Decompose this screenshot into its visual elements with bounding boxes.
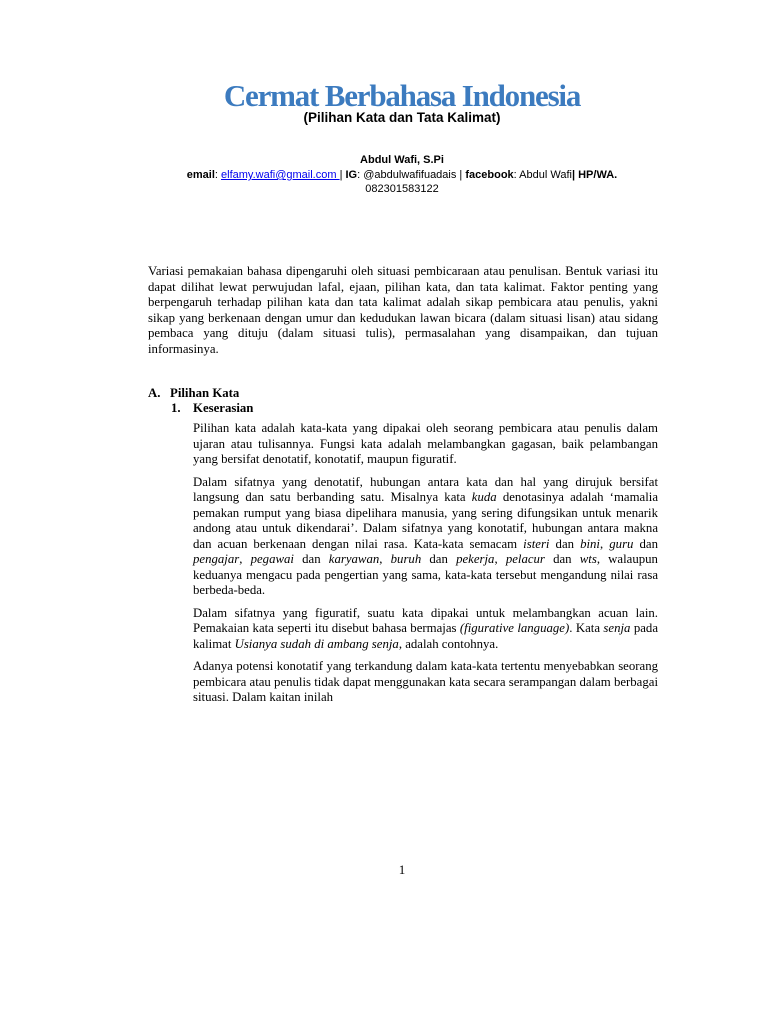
term-pegawai: pegawai [250,552,294,566]
paragraph-3: Dalam sifatnya yang figuratif, suatu kata dipakai untuk melambangkan acuan lain. Pemakaian kata seperti itu disebut bahasa bermajas (figurative language). Kata senja pada kalimat Usianya sudah di ambang senja, adalah contohnya. [193,605,659,651]
term-bini: bini [580,536,600,551]
term-pekerja: pekerja [456,552,495,566]
ig-label: IG [345,169,358,181]
facebook-label: facebook [465,169,514,181]
term-buruh: buruh [390,552,422,566]
facebook-name: Abdul Wafi [519,169,572,181]
term-pengajar: pengajar [193,552,240,566]
term-pelacur: pelacur [505,552,545,566]
term-kuda: kuda [471,490,497,504]
section-heading-a [148,386,239,401]
intro-paragraph: Variasi pemakaian bahasa dipengaruhi oleh situasi pembicaraan atau penulisan. Bentuk variasi itu dapat dilihat lewat perwujudan lafal, ejaan, pilihan kata, dan tata kalimat. Faktor penting yang berpengaruh terhadap pilihan kata dan tata kalimat adalah sikap pembicara atau penulis, yakni sikap yang berkenaan dengan umur dan kedudukan lawan bicara (dalam situasi lisan) atau sidang pembaca yang dituju (dalam situasi tulis), permasalahan yang disampaikan, dan tujuan informasinya. [148,264,658,356]
ig-handle: @abdulwafifuadais [363,169,457,181]
term-karyawan: karyawan [328,552,380,566]
email-label: email [186,169,215,181]
subsection-heading-1 [171,401,253,416]
page-number: 1 [398,862,406,877]
document-title: Cermat Berbahasa Indonesia [223,78,581,113]
subsection-body [193,421,658,713]
email-link[interactable]: elfamy.wafi@gmail.com [221,169,340,181]
paragraph-4: Adanya potensi konotatif yang terkandung dalam kata-kata tertentu menyebabkan seorang pembicara atau penulis tidak dapat menggunakan kata secara serampangan dalam berbagai situasi. Dalam kaitan inilah [193,659,658,704]
paragraph-1: Pilihan kata adalah kata-kata yang dipakai oleh seorang pembicara atau penulis dalam ujaran atau tulisannya. Fungsi kata adalah melambangkan gagasan, baik pelambangan yang bersifat denotatif, konotatif, maupun figuratif. [193,421,658,466]
term-wts: wts [579,552,597,566]
paragraph-2: Dalam sifatnya yang denotatif, hubungan antara kata dan hal yang dirujuk bersifat langsung dan satu berbanding satu. Misalnya kata kuda denotasinya adalah ‘mamalia pemakan rumput yang biasa dipelihara manusia, yang sering difungsikan untuk menarik andong atau untuk dikendarai’. Dalam sifatnya yang konotatif, hubungan antara makna dan acuan berkenaan dengan nilai rasa. Kata-kata semacam isteri dan bini, guru dan pengajar, pegawai dan karyawan, buruh dan pekerja, pelacur dan wts, walaupun keduanya mengacu pada pengertian yang sama, kata-kata tersebut mengandung nilai rasa berbeda-beda. [193,474,659,597]
author-name: Abdul Wafi, S.Pi [360,154,444,166]
document-subtitle: (Pilihan Kata dan Tata Kalimat) [303,110,501,125]
phone-label: HP/WA. [578,169,618,181]
term-senja: senja [603,621,631,635]
subsection-title: Keserasian [193,401,254,415]
subsection-marker: 1. [171,401,181,415]
phone-number: 082301583122 [365,183,439,195]
example-sentence: Usianya sudah di ambang senja [234,636,399,651]
section-title: Pilihan Kata [170,386,240,400]
term-isteri: isteri [523,536,550,551]
section-marker: A. [148,386,161,400]
term-figurative-language: (figurative language) [459,621,570,635]
author-contact: email: elfamy.wafi@gmail.com | IG: @abdulwafifuadais | facebook: Abdul Wafi| HP/WA. 082301583122 [186,169,618,195]
term-guru: guru [609,536,634,551]
